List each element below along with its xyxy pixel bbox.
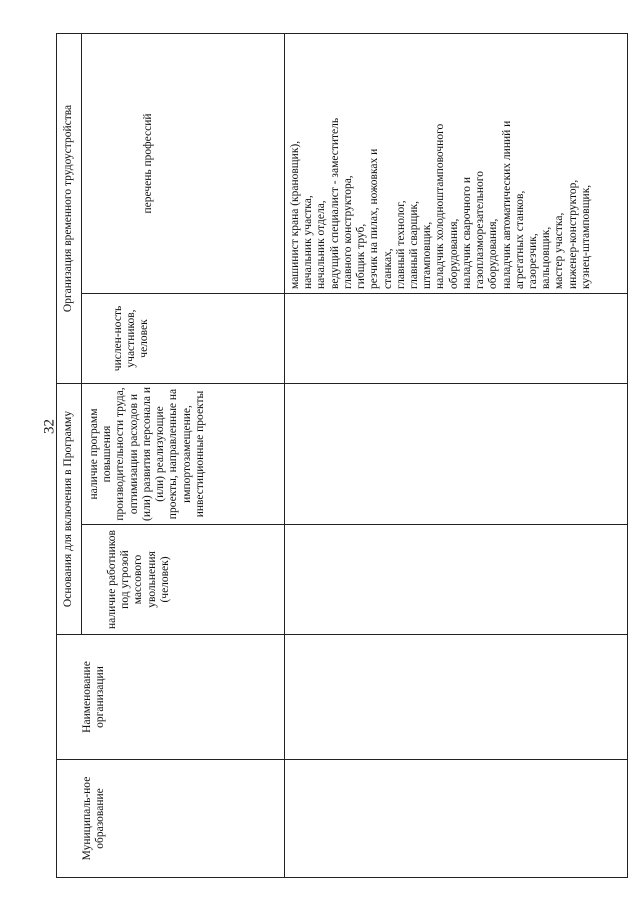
profession-item: штамповщик,: [421, 221, 434, 289]
cell-professions: [285, 33, 628, 293]
profession-item: наладчик автоматических линий и: [500, 120, 513, 289]
profession-item: главного конструктора,: [341, 175, 354, 289]
profession-item: гибщик труб,: [355, 223, 368, 289]
header-municipality: Муниципаль-ное образование: [57, 760, 285, 878]
header-basis-group: Основания для включения в Программу: [57, 384, 82, 635]
profession-item: мастер участка,: [553, 212, 566, 289]
profession-item: инженер-конструктор,: [566, 179, 579, 289]
profession-item: оборудования,: [487, 218, 500, 289]
header-org-name: Наименование организации: [57, 635, 285, 760]
header-workers-at-risk: наличие работников под угрозой массового увольнения (человек): [82, 525, 285, 635]
profession-item: резчик на пилах, ножовках и: [368, 148, 381, 289]
profession-item: начальник отдела,: [315, 200, 328, 289]
program-table: [56, 33, 628, 878]
profession-item: станках,: [381, 248, 394, 289]
cell-programs: [285, 384, 628, 525]
profession-item: агрегатных станков,: [513, 190, 526, 289]
header-professions: перечень профессий: [82, 33, 285, 293]
profession-item: наладчик холодноштамповочного: [434, 123, 447, 289]
profession-item: начальник участка,: [302, 195, 315, 289]
page-number: 32: [41, 419, 58, 434]
cell-municipality: [285, 760, 628, 878]
profession-list: [289, 38, 593, 289]
profession-item: газорезчик,: [526, 233, 539, 289]
profession-item: главный технолог,: [394, 200, 407, 289]
cell-org-name: [285, 635, 628, 760]
header-participant-count: числен-ность участников, человек: [82, 294, 285, 384]
profession-item: оборудования,: [447, 218, 460, 289]
cell-participant-count: [285, 294, 628, 384]
header-programs: наличие программ повышения производительности труда, оптимизации расходов и (или) развития персонала и (или) реализующие проекты, направленные на импортозамещение, инвестиционные проекты: [82, 384, 285, 525]
profession-item: ведущий специалист - заместитель: [328, 117, 341, 289]
cell-workers-at-risk: [285, 525, 628, 635]
header-temp-employment-group: Организация временного трудоустройства: [57, 33, 82, 383]
profession-item: машинист крана (крановщик),: [289, 140, 301, 289]
profession-item: газоплазморезательного: [474, 171, 487, 289]
profession-item: главный сварщик,: [407, 200, 420, 289]
rotated-table-container: [56, 34, 628, 878]
profession-item: наладчик сварочного и: [460, 176, 473, 289]
profession-item: кузнец-штамповщик,: [579, 184, 592, 289]
profession-item: вальцовщик,: [540, 226, 553, 289]
